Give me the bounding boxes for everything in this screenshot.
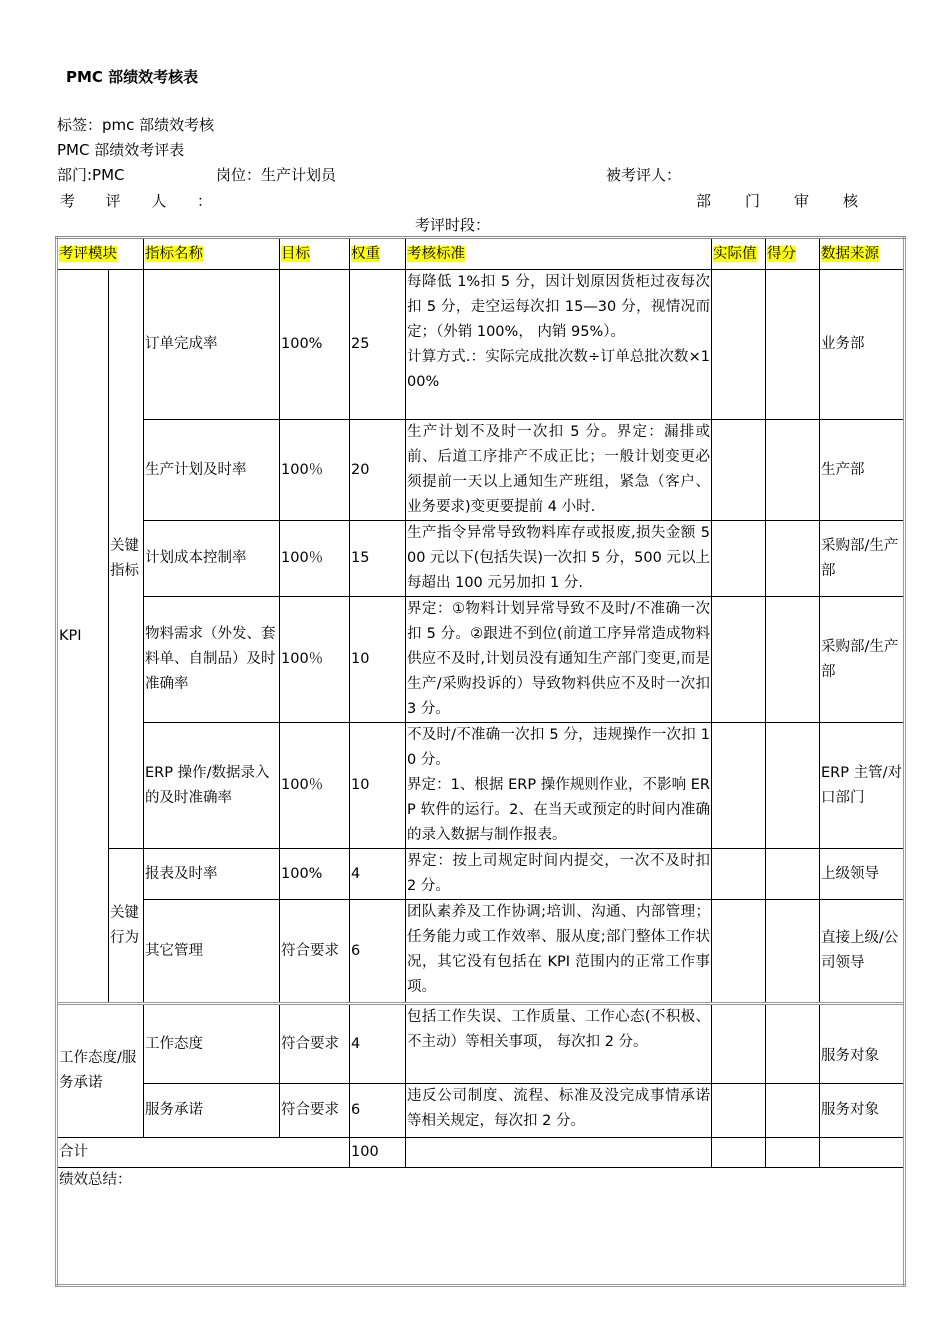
indicator-weight: 15 xyxy=(350,521,406,597)
indicator-name: 生产计划及时率 xyxy=(144,420,280,521)
indicator-name: ERP 操作/数据录入的及时准确率 xyxy=(144,723,280,849)
kpi-table xyxy=(55,236,906,1287)
indicator-name: 订单完成率 xyxy=(144,270,280,420)
table-row xyxy=(57,723,905,849)
actual-value-cell[interactable] xyxy=(712,849,766,900)
actual-value-cell[interactable] xyxy=(712,723,766,849)
indicator-criteria: 不及时/不准确一次扣 5 分，违规操作一次扣 10 分。 界定：1、根据 ERP 操作规则作业，不影响 ERP 软件的运行。2、在当天或预定的时间内准确的录入数据与制作报表。 xyxy=(406,723,712,849)
score-cell[interactable] xyxy=(766,723,820,849)
total-source-cell xyxy=(820,1138,905,1168)
indicator-weight: 4 xyxy=(350,1004,406,1084)
indicator-weight: 6 xyxy=(350,900,406,1004)
header-actual: 实际值 xyxy=(712,238,766,270)
table-header-row xyxy=(57,238,905,270)
document-title: PMC 部绩效考核表 xyxy=(66,68,199,86)
indicator-source: 上级领导 xyxy=(820,849,905,900)
performance-summary[interactable]: 绩效总结： xyxy=(57,1168,905,1286)
total-weight: 100 xyxy=(350,1138,406,1168)
indicator-source: 生产部 xyxy=(820,420,905,521)
total-row xyxy=(57,1138,905,1168)
indicator-weight: 25 xyxy=(350,270,406,420)
indicator-criteria: 界定：①物料计划异常导致不及时/不准确一次扣 5 分。②跟进不到位(前道工序异常造成物料供应不及时,计划员没有通知生产部门变更,而是生产/采购投诉的）导致物料供应不及时一次扣 3 分。 xyxy=(406,597,712,723)
score-cell[interactable] xyxy=(766,597,820,723)
indicator-source: 直接上级/公司领导 xyxy=(820,900,905,1004)
indicator-target: 100％ xyxy=(280,521,350,597)
header-score: 得分 xyxy=(766,238,820,270)
score-cell[interactable] xyxy=(766,1004,820,1084)
indicator-target: 100％ xyxy=(280,597,350,723)
score-cell[interactable] xyxy=(766,1084,820,1138)
indicator-source: 采购部/生产部 xyxy=(820,597,905,723)
total-criteria-cell xyxy=(406,1138,712,1168)
total-actual-cell[interactable] xyxy=(712,1138,766,1168)
indicator-criteria: 违反公司制度、流程、标准及没完成事情承诺等相关规定，每次扣 2 分。 xyxy=(406,1084,712,1138)
indicator-target: 100％ xyxy=(280,723,350,849)
score-cell[interactable] xyxy=(766,849,820,900)
indicator-name: 物料需求（外发、套料单、自制品）及时准确率 xyxy=(144,597,280,723)
indicator-source: ERP 主管/对口部门 xyxy=(820,723,905,849)
header-target: 目标 xyxy=(280,238,350,270)
indicator-target: 100% xyxy=(280,270,350,420)
indicator-name: 其它管理 xyxy=(144,900,280,1004)
evaluatee-field: 被考评人： xyxy=(606,166,682,184)
indicator-name: 计划成本控制率 xyxy=(144,521,280,597)
actual-value-cell[interactable] xyxy=(712,521,766,597)
actual-value-cell[interactable] xyxy=(712,900,766,1004)
score-cell[interactable] xyxy=(766,900,820,1004)
department-field: 部门:PMC xyxy=(57,166,125,184)
indicator-source: 服务对象 xyxy=(820,1004,905,1084)
header-indicator: 指标名称 xyxy=(144,238,280,270)
header-criteria: 考核标准 xyxy=(406,238,712,270)
indicator-weight: 10 xyxy=(350,723,406,849)
indicator-name: 报表及时率 xyxy=(144,849,280,900)
indicator-criteria: 包括工作失误、工作质量、工作心态(不积极、不主动）等相关事项， 每次扣 2 分。 xyxy=(406,1004,712,1084)
indicator-source: 采购部/生产部 xyxy=(820,521,905,597)
table-row xyxy=(57,270,905,420)
form-subtitle: PMC 部绩效考评表 xyxy=(57,141,185,159)
indicator-criteria: 团队素养及工作协调;培训、沟通、内部管理；任务能力或工作效率、服从度;部门整体工作状况，其它没有包括在 KPI 范围内的正常工作事项。 xyxy=(406,900,712,1004)
evaluation-period-field: 考评时段： xyxy=(415,216,491,234)
evaluator-field: 考 评 人 ： xyxy=(60,192,212,210)
score-cell[interactable] xyxy=(766,270,820,420)
table-row xyxy=(57,521,905,597)
total-score-cell[interactable] xyxy=(766,1138,820,1168)
indicator-name: 工作态度 xyxy=(144,1004,280,1084)
indicator-weight: 4 xyxy=(350,849,406,900)
indicator-weight: 10 xyxy=(350,597,406,723)
tag-line: 标签：pmc 部绩效考核 xyxy=(57,116,215,134)
header-weight: 权重 xyxy=(350,238,406,270)
indicator-target: 符合要求 xyxy=(280,1004,350,1084)
score-cell[interactable] xyxy=(766,521,820,597)
score-cell[interactable] xyxy=(766,420,820,521)
position-field: 岗位：生产计划员 xyxy=(216,166,337,184)
indicator-criteria: 每降低 1%扣 5 分，因计划原因货柜过夜每次扣 5 分，走空运每次扣 15—30 分，视情况而定；（外销 100%， 内销 95%）。 计算方式.：实际完成批次数÷订单总批次数×100% xyxy=(406,270,712,420)
table-row xyxy=(57,1004,905,1084)
table-row xyxy=(57,900,905,1004)
module-kpi-cell: KPI xyxy=(57,270,109,1004)
department-review-field: 部 门 审 核 xyxy=(696,192,858,210)
indicator-target: 符合要求 xyxy=(280,900,350,1004)
indicator-target: 符合要求 xyxy=(280,1084,350,1138)
indicator-weight: 6 xyxy=(350,1084,406,1138)
sub-key-index-cell: 关键指标 xyxy=(109,270,144,849)
indicator-weight: 20 xyxy=(350,420,406,521)
indicator-source: 服务对象 xyxy=(820,1084,905,1138)
indicator-target: 100% xyxy=(280,849,350,900)
table-row xyxy=(57,1084,905,1138)
indicator-name: 服务承诺 xyxy=(144,1084,280,1138)
module-attitude-cell: 工作态度/服务承诺 xyxy=(57,1004,144,1138)
actual-value-cell[interactable] xyxy=(712,1004,766,1084)
sub-key-behavior-cell: 关键行为 xyxy=(109,849,144,1004)
total-label: 合计 xyxy=(57,1138,350,1168)
table-row xyxy=(57,849,905,900)
indicator-criteria: 界定：按上司规定时间内提交，一次不及时扣 2 分。 xyxy=(406,849,712,900)
indicator-criteria: 生产指令异常导致物料库存或报废,损失金额 500 元以下(包括失误)一次扣 5 分，500 元以上每超出 100 元另加扣 1 分. xyxy=(406,521,712,597)
indicator-source: 业务部 xyxy=(820,270,905,420)
actual-value-cell[interactable] xyxy=(712,1084,766,1138)
table-row xyxy=(57,597,905,723)
header-source: 数据来源 xyxy=(820,238,905,270)
indicator-criteria: 生产计划不及时一次扣 5 分。界定：漏排或前、后道工序排产不成正比；一般计划变更必须提前一天以上通知生产班组，紧急（客户、业务要求)变更要提前 4 小时. xyxy=(406,420,712,521)
actual-value-cell[interactable] xyxy=(712,270,766,420)
actual-value-cell[interactable] xyxy=(712,597,766,723)
header-module: 考评模块 xyxy=(57,238,144,270)
table-row xyxy=(57,420,905,521)
summary-row xyxy=(57,1168,905,1286)
actual-value-cell[interactable] xyxy=(712,420,766,521)
indicator-target: 100％ xyxy=(280,420,350,521)
